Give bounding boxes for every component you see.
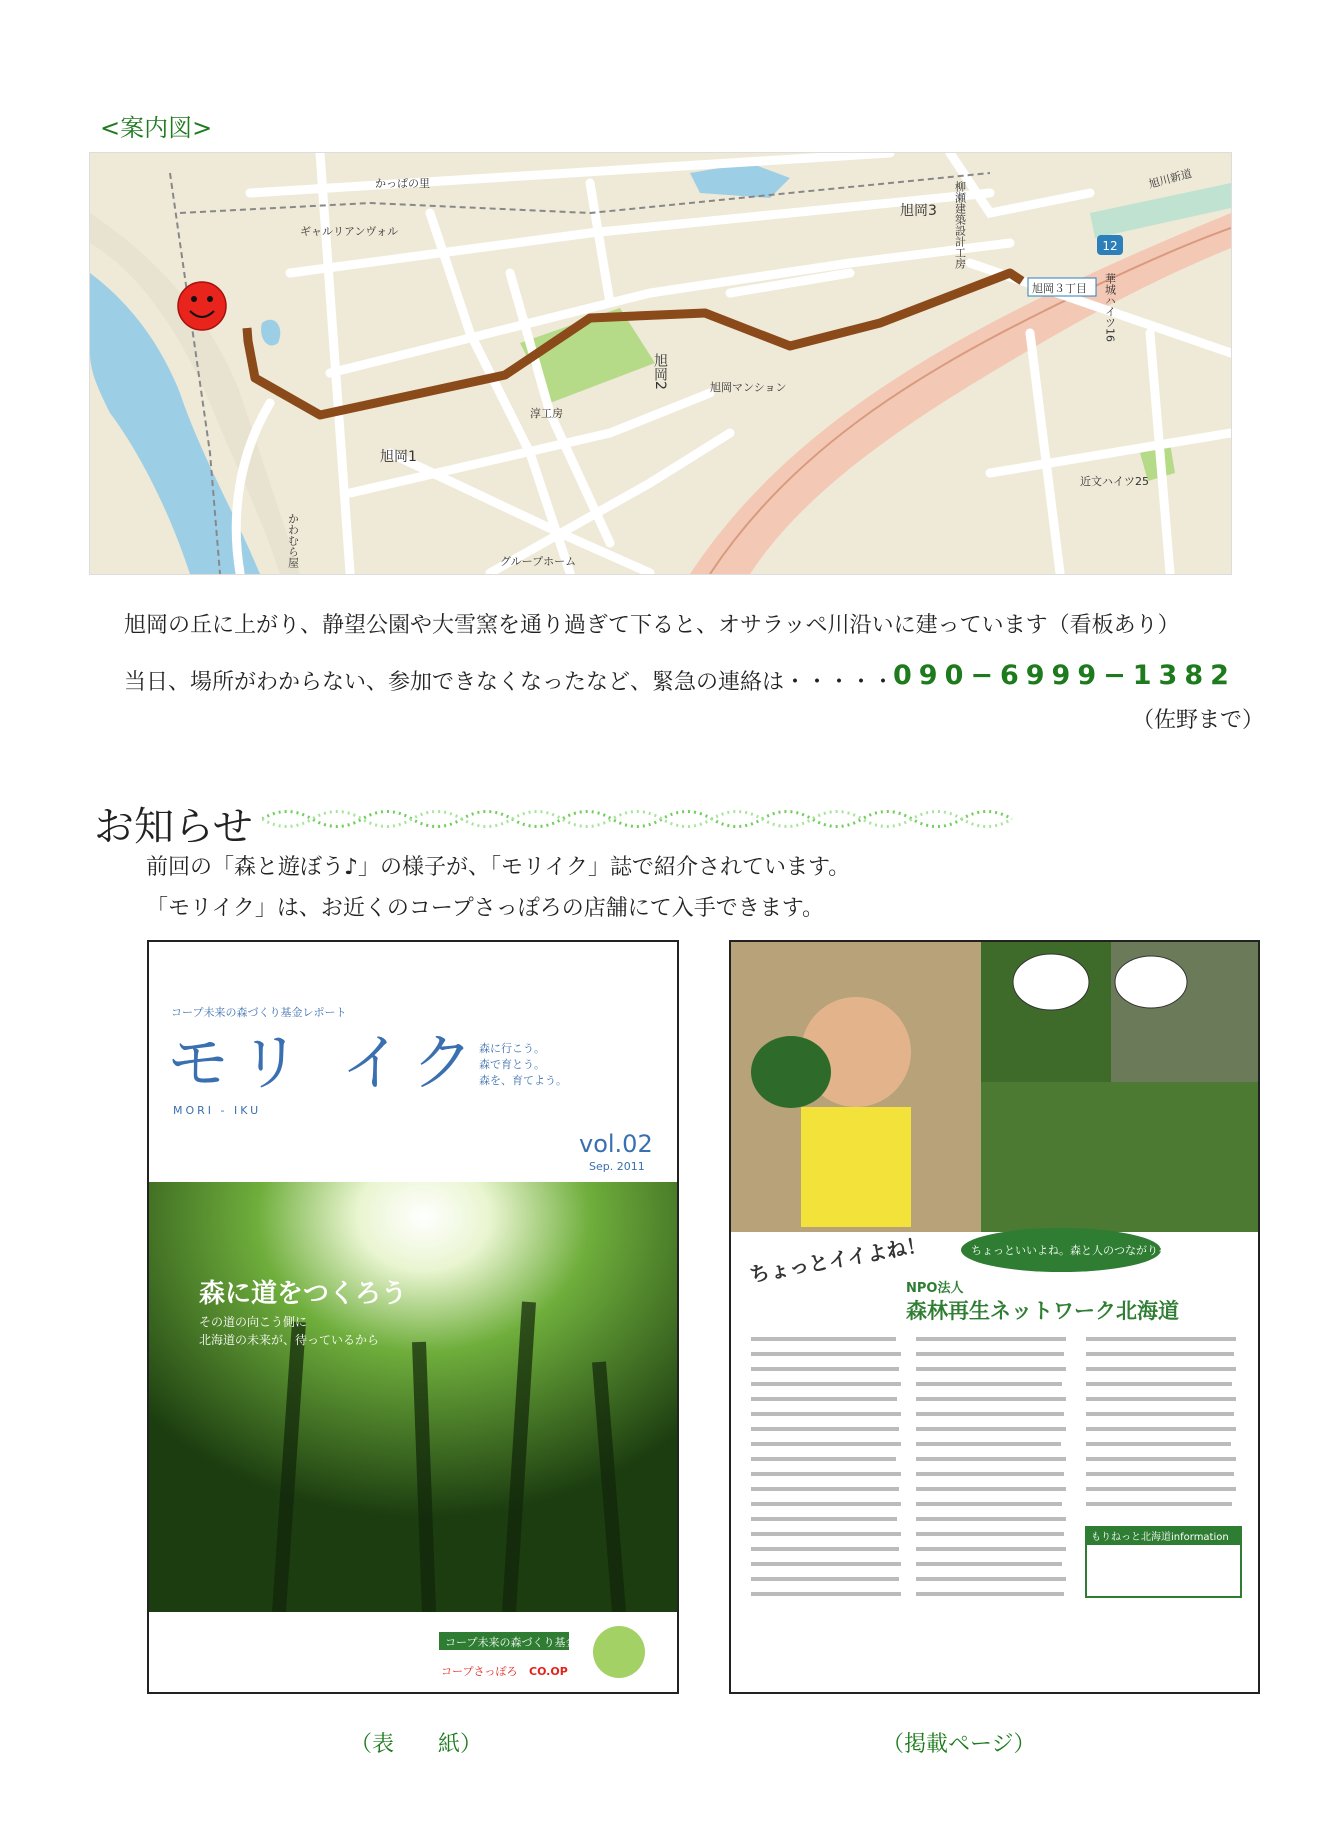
speech-bubble-1 bbox=[1013, 954, 1089, 1010]
cover-date: Sep. 2011 bbox=[589, 1160, 645, 1173]
label-asahioka2: 旭岡2 bbox=[652, 353, 668, 390]
fund-logo-icon bbox=[593, 1626, 645, 1678]
label-jun: 淳工房 bbox=[530, 407, 563, 420]
smiley-icon bbox=[178, 282, 226, 330]
child-shirt bbox=[801, 1107, 911, 1227]
map-heading: <案内図> bbox=[100, 114, 213, 142]
contact-name: （佐野まで） bbox=[1132, 708, 1265, 733]
label-kawamuraya: かわむら屋 bbox=[286, 513, 300, 568]
cover-tagline-1: 森に行こう。 bbox=[479, 1042, 545, 1055]
guide-map bbox=[89, 152, 1232, 575]
route-12-icon bbox=[1097, 235, 1123, 255]
label-asahioka1: 旭岡1 bbox=[380, 449, 417, 465]
label-asahioka3: 旭岡3 bbox=[900, 203, 937, 219]
article-badge: ちょっとイイよね！ bbox=[747, 1232, 929, 1287]
contact-phone: 090−6999−1382 bbox=[893, 660, 1236, 691]
label-kappa: かっぱの里 bbox=[375, 177, 430, 190]
cover-headline: 森に道をつくろう bbox=[199, 1279, 408, 1309]
speech-bubble-3 bbox=[751, 1036, 831, 1108]
label-kinbun: 近文ハイツ25 bbox=[1080, 475, 1149, 488]
caption-page: （掲載ページ） bbox=[882, 1732, 1036, 1757]
pond-small bbox=[261, 320, 280, 346]
label-yanagi: 柳瀬建築設計工房 bbox=[953, 181, 967, 269]
cover-tagline-2: 森で育とう。 bbox=[479, 1058, 545, 1071]
cover-coop: コープさっぽろ bbox=[441, 1665, 518, 1678]
cover-vol: vol.02 bbox=[579, 1130, 653, 1158]
label-kajo: 華城ハイツ16 bbox=[1103, 273, 1117, 342]
article-page bbox=[729, 940, 1260, 1694]
label-asahioka3chome: 旭岡３丁目 bbox=[1032, 282, 1087, 295]
decorative-wave bbox=[262, 804, 1018, 834]
caption-cover: （表 紙） bbox=[350, 1732, 483, 1757]
cover-romaji: MORI - IKU bbox=[173, 1104, 262, 1117]
news-heading: お知らせ bbox=[94, 804, 253, 850]
news-line-1: 前回の「森と遊ぼう♪」の様子が、「モリイク」誌で紹介されています。 bbox=[146, 855, 851, 880]
news-line-2: 「モリイク」は、お近くのコープさっぽろの店舗にて入手できます。 bbox=[146, 896, 825, 921]
cover-subtitle: コープ未来の森づくり基金レポート bbox=[171, 1006, 347, 1019]
article-org-small: NPO法人 bbox=[906, 1281, 964, 1296]
roads bbox=[236, 153, 1231, 573]
label-mansion: 旭岡マンション bbox=[710, 381, 787, 394]
directions-text: 旭岡の丘に上がり、静望公園や大雪窯を通り過ぎて下ると、オサラッペ川沿いに建っています（看板あり） bbox=[124, 613, 1180, 638]
article-org: 森林再生ネットワーク北海道 bbox=[906, 1299, 1179, 1323]
cover-fund: コープ未来の森づくり基金 bbox=[445, 1636, 577, 1649]
cover-tagline-3: 森を、育てよう。 bbox=[479, 1074, 567, 1087]
route-12-label: 12 bbox=[1102, 239, 1118, 253]
article-info: もりねっと北海道information bbox=[1091, 1532, 1229, 1543]
cover-title: モリ イク bbox=[167, 1026, 484, 1099]
cover-coop2: CO.OP bbox=[529, 1665, 568, 1678]
label-asahikawa-road: 旭川新道 bbox=[1147, 166, 1194, 191]
article-bubble: ちょっといいよね。森と人のつながりをつくる bbox=[971, 1244, 1202, 1257]
map-graphic bbox=[90, 153, 1231, 574]
speech-bubble-2 bbox=[1115, 956, 1187, 1008]
label-group-home: グループホーム bbox=[500, 555, 577, 568]
cover-sub-2: 北海道の未来が、待っているから bbox=[199, 1333, 380, 1347]
contact-text: 当日、場所がわからない、参加できなくなったなど、緊急の連絡は・・・・・ bbox=[124, 670, 895, 695]
magazine-cover bbox=[147, 940, 679, 1694]
cover-sub-1: その道の向こう側に bbox=[199, 1315, 308, 1329]
label-gallery: ギャルリアンヴォル bbox=[300, 225, 399, 238]
